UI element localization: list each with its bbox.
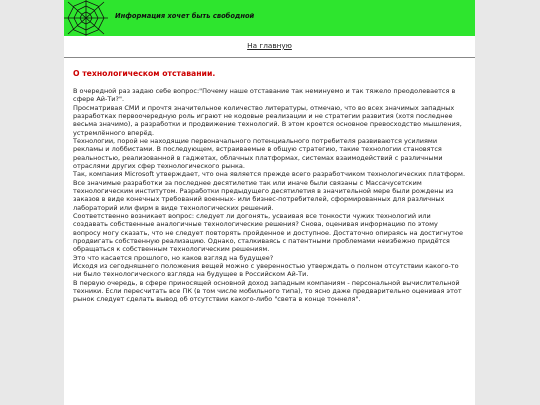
article-paragraph: Соответственно возникает вопрос: следует ли догонять, усваивая все тонкости чужих технологий или создавать собственные аналогичные технологические решения? Снова, оценивая информацию по этому вопросу могу сказать, что не следует повторять пройденное и доступное. Достаточно опираясь на достигнутое продвигать собственную реализацию. Однако, сталкиваясь с патентными проблемами неизбежно придётся обращаться к собственным технологическим решениям. — [73, 211, 464, 254]
article-body — [73, 87, 466, 304]
article-paragraph: Это что касается прошлого, но каков взгляд на будущее? — [73, 253, 274, 262]
divider — [64, 57, 475, 58]
article-paragraph: Так, компания Microsoft утверждает, что она является прежде всего разработчиком технологических платформ. Все значимые разработки за последнее десятилетие так или иначе были связаны с Массачусетским технологическим институтом. Разработки предыдущего десятилетия в значительной мере были рождены из заказов в виде конечных требований военных- или бизнес-потребителей, сформированных для различных лабораторий или фирм в виде технологических решений. — [73, 170, 466, 212]
article-paragraph: Просматривая СМИ и прочтя значительное количество литературы, отмечаю, что во всех значимых западных разработках первоочередную роль играют не кодовые реализации и не стратегии развития (хотя последнее весьма значимо), а разработки и продвижение технологий. В этом кроется основное превосходство мышления, устремлённого вперёд. — [73, 103, 462, 137]
spider-web-icon — [64, 0, 108, 36]
article-paragraph: Исходя из сегодняшнего положения вещей можно с уверенностью утверждать о полном отсутствии какого-то ни было технологического взгляда на будущее в Российском Ай-Ти. — [73, 261, 459, 279]
page-container — [64, 0, 475, 405]
article-title: О технологическом отставании. — [73, 69, 216, 78]
article-paragraph: В очередной раз задаю себе вопрос:"Почему наше отставание так неминуемо и так тяжело преодолевается в сфере Ай-Ти?". — [73, 87, 456, 104]
article-paragraph: В первую очередь, в сфере приносящей основной доход западным компаниям - персональной вычислительной техники. Если пересчитать все ПК (в том числе мобильного типа), то ясно даже предварительно оценивая этот рынок следует сделать вывод об отсутствии какого-либо "света в конце тоннеля". — [73, 278, 462, 304]
site-title: Информация хочет быть свободной — [115, 12, 255, 20]
home-link[interactable]: На главную — [247, 41, 292, 50]
article-paragraph: Технологии, порой не находящие первоначального потенциального потребителя развиваются усилиями рекламы и лоббистами. В последующем, встраиваемые в общую стратегию, такие технологии становятся реальностью, реализованной в гаджетах, облачных платформах, системах взаимодействий с различными отраслями других сфер технологического рынка. — [73, 136, 443, 170]
site-banner — [64, 0, 475, 36]
